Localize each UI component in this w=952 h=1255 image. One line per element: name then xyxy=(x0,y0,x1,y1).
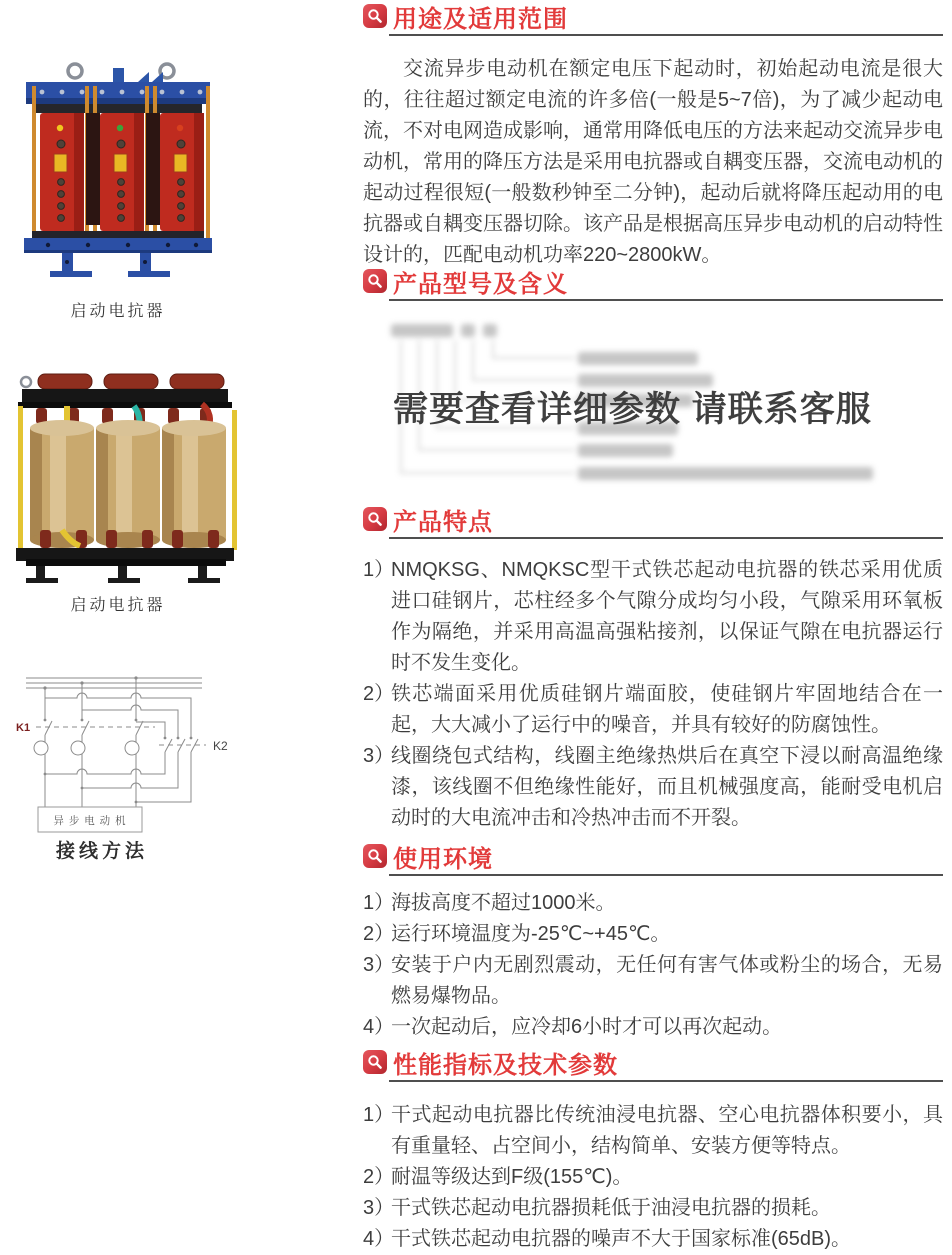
section-usage-title: 用途及适用范围 xyxy=(393,5,568,33)
usage-paragraph: 交流异步电动机在额定电压下起动时，初始起动电流是很大的，往往超过额定电流的许多倍(一般是5~7倍)，为了减少起动电流，不对电网造成影响，通常用降低电压的方法来起动交流异步电动机，常用的降压方法是采用电抗器或自耦变压器，交流电动机的起动过程很短(一般数秒钟至二分钟)，起动后就将降压起动用的电抗器或自耦变压器切除。该产品是根据高压异步电动机的启动特性设计的，匹配电动机功率220~2800kW。 xyxy=(363,58,943,266)
section-divider xyxy=(389,299,943,301)
list-item-number: 3） xyxy=(363,954,395,976)
list-item xyxy=(363,741,943,834)
reactor-photo-1-illustration xyxy=(18,56,218,280)
reactor-photo-2-illustration xyxy=(6,364,256,588)
section-divider xyxy=(389,34,943,36)
list-item-number: 2） xyxy=(363,923,395,945)
list-item-number: 4） xyxy=(363,1016,395,1038)
figure2-caption: 启动电抗器 xyxy=(70,597,166,614)
performance-list xyxy=(363,1100,943,1255)
list-item-text: 线圈绕包式结构，线圈主绝缘热烘后在真空下浸以耐高温绝缘漆，该线圈不但绝缘性能好，而且机械强度高，能耐受电机启动时的大电流冲击和冷热冲击而不开裂。 xyxy=(391,745,943,829)
list-item-number: 2） xyxy=(363,1166,395,1188)
list-item-text: 一次起动后，应冷却6小时才可以再次起动。 xyxy=(391,1016,783,1038)
list-item-number: 1） xyxy=(363,892,395,914)
section-performance-header xyxy=(363,1048,943,1082)
magnifier-icon xyxy=(363,844,387,868)
list-item xyxy=(363,1193,943,1224)
section-model-header xyxy=(363,267,943,301)
list-item xyxy=(363,1012,943,1043)
section-usage-header xyxy=(363,2,943,36)
list-item-number: 3） xyxy=(363,1197,395,1219)
list-item-number: 1） xyxy=(363,559,395,581)
section-performance-title: 性能指标及技术参数 xyxy=(393,1051,618,1079)
section-divider xyxy=(389,537,943,539)
list-item xyxy=(363,555,943,679)
list-item-text: 干式起动电抗器比传统油浸电抗器、空心电抗器体积要小，具有重量轻、占空间小，结构简单、安装方便等特点。 xyxy=(391,1104,943,1157)
list-item-text: 铁芯端面采用优质硅钢片端面胶，使硅钢片牢固地结合在一起，大大减小了运行中的噪音，并具有较好的防腐蚀性。 xyxy=(391,683,943,736)
magnifier-icon xyxy=(363,269,387,293)
section-model-title: 产品型号及含义 xyxy=(393,270,568,298)
list-item xyxy=(363,1100,943,1162)
list-item-text: 干式铁芯起动电抗器损耗低于油浸电抗器的损耗。 xyxy=(391,1197,831,1219)
k2-switch-label: K2 xyxy=(213,739,228,753)
figure1-caption: 启动电抗器 xyxy=(70,303,166,320)
list-item-number: 1） xyxy=(363,1104,395,1126)
motor-box-label: 异 步 电 动 机 xyxy=(53,815,127,827)
list-item-number: 2） xyxy=(363,683,395,705)
list-item-text: 耐温等级达到F级(155℃)。 xyxy=(391,1166,633,1188)
features-list xyxy=(363,555,943,834)
section-features-header xyxy=(363,505,943,539)
section-divider xyxy=(389,1080,943,1082)
wiring-diagram-svg xyxy=(12,662,247,834)
section-environment-header xyxy=(363,842,943,876)
list-item-text: 运行环境温度为-25℃~+45℃。 xyxy=(391,923,671,945)
list-item-number: 3） xyxy=(363,745,395,767)
magnifier-icon xyxy=(363,4,387,28)
section-features-title: 产品特点 xyxy=(393,508,493,536)
wiring-diagram-caption: 接线方法 xyxy=(55,841,148,862)
magnifier-icon xyxy=(363,1050,387,1074)
section-environment-title: 使用环境 xyxy=(393,845,493,873)
model-designation-figure xyxy=(363,308,943,503)
reactor-photo-1 xyxy=(18,56,218,280)
list-item xyxy=(363,888,943,919)
k1-switch-label: K1 xyxy=(16,722,31,734)
contact-service-notice: 需要查看详细参数 请联系客服 xyxy=(393,390,872,429)
list-item xyxy=(363,679,943,741)
list-item xyxy=(363,919,943,950)
list-item-text: 海拔高度不超过1000米。 xyxy=(391,892,616,914)
magnifier-icon xyxy=(363,507,387,531)
reactor-photo-2 xyxy=(6,364,256,588)
list-item-text: NMQKSG、NMQKSC型干式铁芯起动电抗器的铁芯采用优质进口硅钢片，芯柱经多个气隙分成均匀小段，气隙采用环氧板作为隔绝，并采用高温高强粘接剂，以保证气隙在电抗器运行时不发生变化。 xyxy=(391,559,943,674)
list-item xyxy=(363,1162,943,1193)
environment-list xyxy=(363,888,943,1043)
list-item-text: 干式铁芯起动电抗器的噪声不大于国家标准(65dB)。 xyxy=(391,1228,852,1250)
list-item-text: 安装于户内无剧烈震动，无任何有害气体或粉尘的场合，无易燃易爆物品。 xyxy=(391,954,943,1007)
list-item xyxy=(363,1224,943,1255)
section-divider xyxy=(389,874,943,876)
list-item-number: 4） xyxy=(363,1228,395,1250)
wiring-diagram xyxy=(12,662,247,834)
list-item xyxy=(363,950,943,1012)
